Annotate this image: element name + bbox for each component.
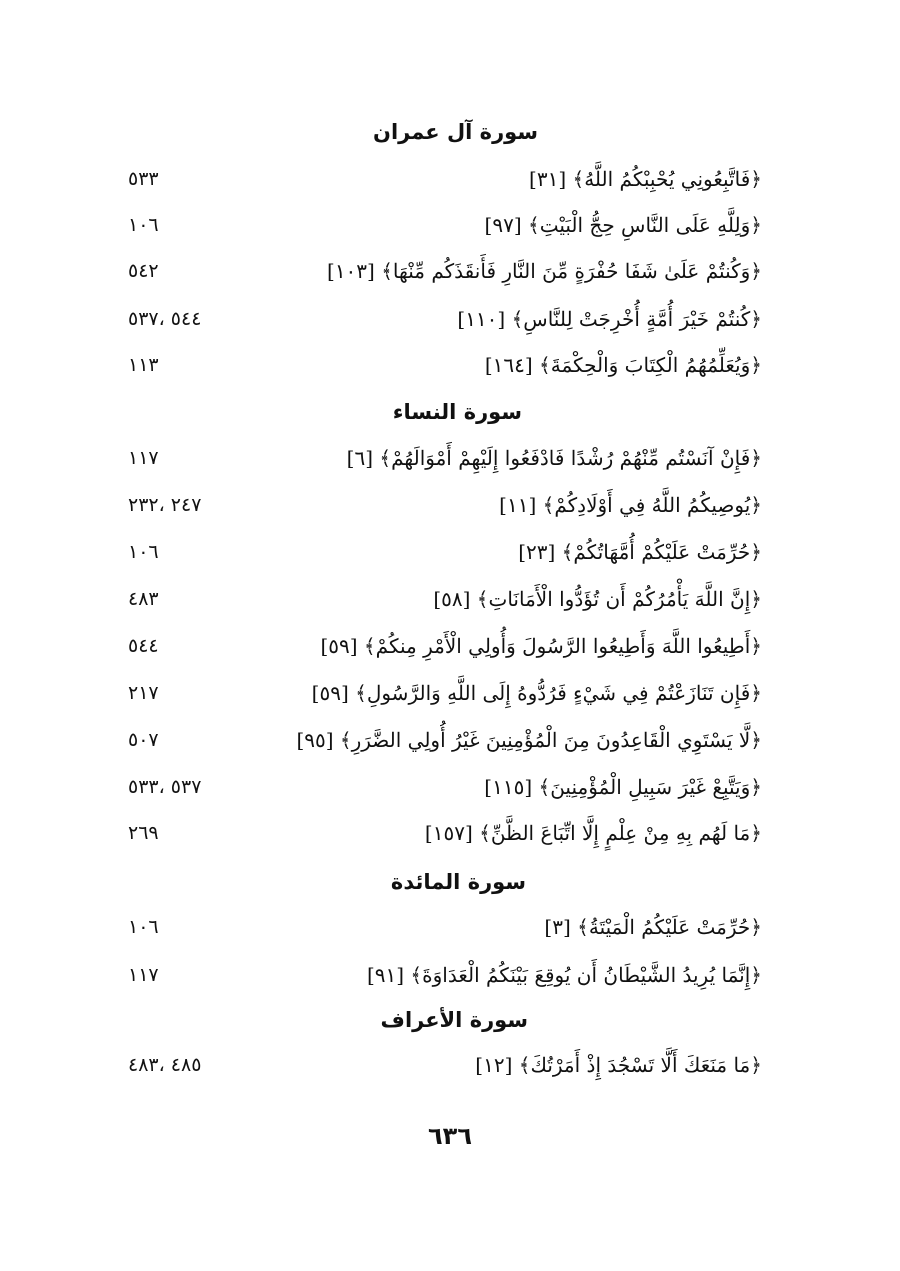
page-reference: ٢٦٩ [128,822,159,844]
index-row [0,912,900,946]
index-row [0,443,900,477]
index-row [0,631,900,665]
verse-text: ﴿لَّا يَسْتَوِي الْقَاعِدُونَ مِنَ الْمُؤْمِنِينَ غَيْرُ أُولِي الضَّرَرِ﴾ [٩٥] [296,728,762,752]
verse-text: ﴿إِنَّ اللَّهَ يَأْمُرُكُمْ أَن تُؤَدُّوا الْأَمَانَاتِ﴾ [٥٨] [433,587,762,611]
verse-text: ﴿فَإِن تَنَازَعْتُمْ فِي شَيْءٍ فَرُدُّوهُ إِلَى اللَّهِ وَالرَّسُولِ﴾ [٥٩] [311,681,762,705]
page-reference: ٥٤٢ [128,260,159,282]
verse-text: ﴿وَلِلَّهِ عَلَى النَّاسِ حِجُّ الْبَيْتِ﴾ [٩٧] [484,213,762,237]
section-title-an-nisa: سورة النساء [392,400,522,424]
verse-text: ﴿إِنَّمَا يُرِيدُ الشَّيْطَانُ أَن يُوقِعَ بَيْنَكُمُ الْعَدَاوَةَ﴾ [٩١] [366,963,762,987]
page-number: ٦٣٦ [428,1122,472,1150]
index-row [0,725,900,759]
section-title-al-araf: سورة الأعراف [380,1008,528,1032]
index-row [0,818,900,852]
index-row [0,490,900,524]
verse-text: ﴿يُوصِيكُمُ اللَّهُ فِي أَوْلَادِكُمْ﴾ [١١] [499,493,762,517]
verse-text: ﴿أَطِيعُوا اللَّهَ وَأَطِيعُوا الرَّسُولَ وَأُولِي الْأَمْرِ مِنكُمْ﴾ [٥٩] [320,634,762,658]
verse-text: ﴿فَاتَّبِعُونِي يُحْبِبْكُمُ اللَّهُ﴾ [٣١] [529,167,762,191]
index-row [0,350,900,384]
index-row [0,304,900,338]
page-reference: ١١٧ [128,964,159,986]
page-reference: ٥٣٧ ،٥٣٣ [128,776,202,798]
index-row [0,164,900,198]
page-reference: ٤٨٥ ،٤٨٣ [128,1054,202,1076]
page-reference: ٥٠٧ [128,729,159,751]
page-reference: ٢١٧ [128,682,159,704]
index-row [0,960,900,994]
verse-text: ﴿وَيَتَّبِعْ غَيْرَ سَبِيلِ الْمُؤْمِنِينَ﴾ [١١٥] [484,775,762,799]
verse-text: ﴿وَيُعَلِّمُهُمُ الْكِتَابَ وَالْحِكْمَةَ﴾ [١٦٤] [484,353,762,377]
index-row [0,678,900,712]
verse-text: ﴿حُرِّمَتْ عَلَيْكُمْ أُمَّهَاتُكُمْ﴾ [٢٣] [518,540,762,564]
index-row [0,210,900,244]
section-title-al-imran: سورة آل عمران [373,120,538,144]
index-row [0,256,900,290]
verse-text: ﴿حُرِّمَتْ عَلَيْكُمُ الْمَيْتَةُ﴾ [٣] [544,915,762,939]
section-title-al-maidah: سورة المائدة [390,870,526,894]
index-row [0,584,900,618]
page-reference: ١٠٦ [128,541,159,563]
page-reference: ٥٣٣ [128,168,159,190]
page-reference: ٤٨٣ [128,588,159,610]
page-reference: ١١٧ [128,447,159,469]
page-reference: ١٠٦ [128,916,159,938]
page-reference: ١١٣ [128,354,159,376]
verse-text: ﴿فَإِنْ آنَسْتُم مِّنْهُمْ رُشْدًا فَادْفَعُوا إِلَيْهِمْ أَمْوَالَهُمْ﴾ [٦] [346,446,762,470]
verse-text: ﴿مَا لَهُم بِهِ مِنْ عِلْمٍ إِلَّا اتِّبَاعَ الظَّنِّ﴾ [١٥٧] [424,821,762,845]
page-reference: ٥٤٤ ،٥٣٧ [128,308,202,330]
page-reference: ١٠٦ [128,214,159,236]
verse-text: ﴿مَا مَنَعَكَ أَلَّا تَسْجُدَ إِذْ أَمَرْتُكَ﴾ [١٢] [475,1053,762,1077]
index-row [0,772,900,806]
verse-text: ﴿وَكُنتُمْ عَلَىٰ شَفَا حُفْرَةٍ مِّنَ النَّارِ فَأَنقَذَكُم مِّنْهَا﴾ [١٠٣] [327,259,762,283]
page-reference: ٢٤٧ ،٢٣٢ [128,494,202,516]
page-reference: ٥٤٤ [128,635,159,657]
index-row [0,537,900,571]
index-row [0,1050,900,1084]
verse-text: ﴿كُنتُمْ خَيْرَ أُمَّةٍ أُخْرِجَتْ لِلنَّاسِ﴾ [١١٠] [457,307,762,331]
